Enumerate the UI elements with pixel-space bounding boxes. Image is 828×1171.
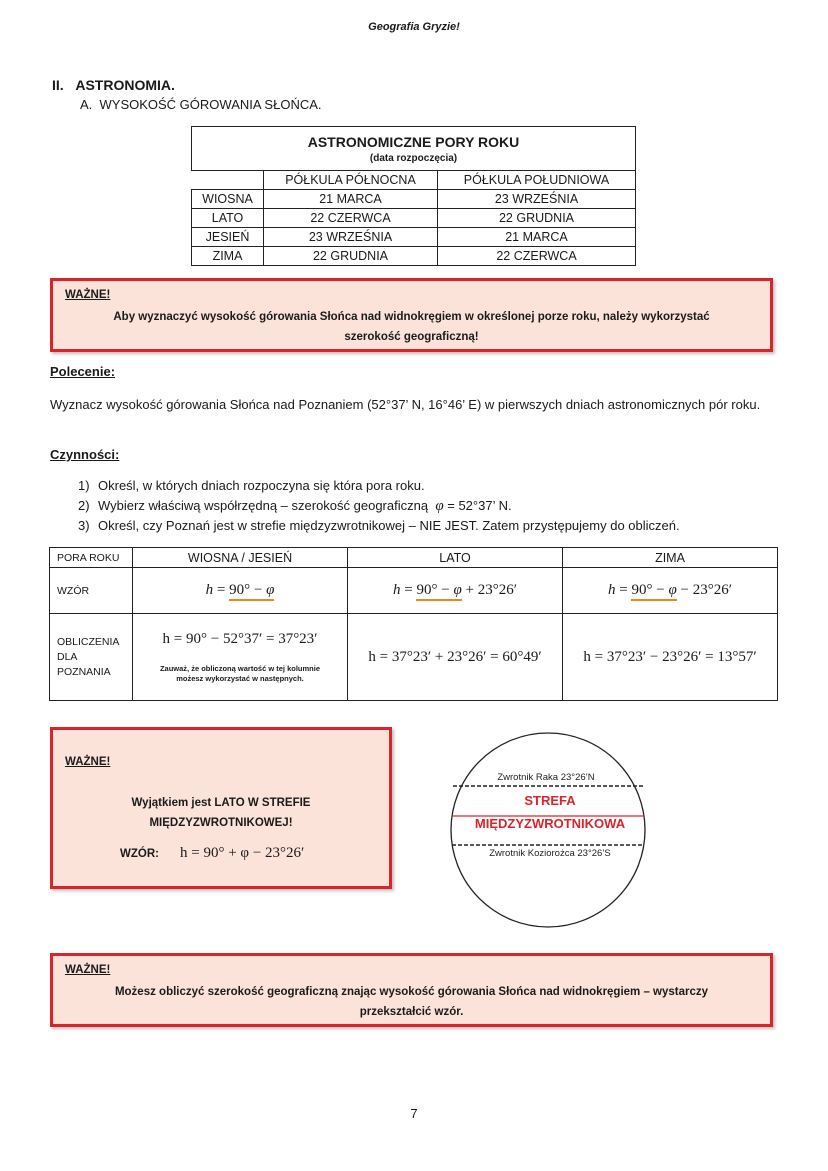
table-cell: 22 CZERWCA bbox=[264, 209, 438, 228]
calculation-table bbox=[49, 547, 778, 701]
step-tail: = 52°37’ N. bbox=[447, 498, 512, 513]
step-text: Określ, czy Poznań jest w strefie międzyzwrotnikowej – NIE JEST. Zatem przystępujemy do obliczeń. bbox=[98, 518, 680, 533]
formula-spring-autumn bbox=[133, 568, 348, 614]
phi-symbol: φ bbox=[435, 498, 444, 514]
task-heading: Polecenie: bbox=[50, 364, 116, 379]
formula-row bbox=[50, 568, 778, 614]
note-line: szerokość geograficzną! bbox=[344, 331, 479, 343]
step-number: 1) bbox=[78, 478, 90, 493]
seasons-table-column-header: PÓŁKULA POŁUDNIOWA bbox=[438, 171, 636, 190]
tropic-north-label: Zwrotnik Raka 23°26’N bbox=[497, 772, 595, 783]
step-text: Wybierz właściwą współrzędną – szerokość geograficzną bbox=[98, 498, 429, 513]
note-line: Aby wyznaczyć wysokość górowania Słońca nad widnokręgiem w określonej porze roku, należy wykorzystać bbox=[113, 311, 710, 323]
seasons-table-caption-row bbox=[192, 127, 636, 171]
formula-winter bbox=[563, 568, 778, 614]
note-line: Wyjątkiem jest LATO W STREFIE bbox=[131, 797, 311, 809]
note-heading: WAŻNE! bbox=[65, 964, 111, 976]
section-title-text: ASTRONOMIA. bbox=[75, 77, 175, 93]
important-note-tropics bbox=[50, 727, 392, 889]
formula-underlined-part: 90° − φ bbox=[416, 582, 461, 601]
note-body bbox=[63, 307, 760, 347]
calc-table-column-header: WIOSNA / JESIEŃ bbox=[133, 548, 348, 568]
note-formula-label: WZÓR: bbox=[120, 848, 159, 860]
list-item bbox=[78, 516, 680, 536]
formula-summer bbox=[348, 568, 563, 614]
table-cell: 22 GRUDNIA bbox=[438, 209, 636, 228]
table-row bbox=[192, 209, 636, 228]
calculation-result: h = 90° − 52°37′ = 37°23′ bbox=[162, 630, 318, 647]
important-note-latitude bbox=[50, 278, 773, 352]
step-number: 3) bbox=[78, 518, 90, 533]
table-cell: 22 CZERWCA bbox=[438, 247, 636, 266]
list-item bbox=[78, 476, 680, 496]
calculation-hint: Zauważ, że obliczoną wartość w tej kolumnie możesz wykorzystać w następnych. bbox=[159, 663, 321, 683]
calc-table-header-row bbox=[50, 548, 778, 568]
table-cell: JESIEŃ bbox=[192, 228, 264, 247]
calculation-row bbox=[50, 614, 778, 701]
steps-heading: Czynności: bbox=[50, 447, 120, 462]
table-cell: WIOSNA bbox=[192, 190, 264, 209]
seasons-table-column-header: PÓŁKULA PÓŁNOCNA bbox=[264, 171, 438, 190]
calculation-result: h = 37°23′ + 23°26′ = 60°49′ bbox=[368, 648, 542, 665]
note-heading: WAŻNE! bbox=[65, 289, 111, 301]
table-cell: 23 WRZEŚNIA bbox=[438, 190, 636, 209]
list-item bbox=[78, 496, 680, 516]
calculation-spring-autumn bbox=[133, 614, 348, 701]
calculation-label: OBLICZENIA DLA POZNANIA bbox=[50, 614, 133, 701]
note-body bbox=[63, 793, 379, 833]
calculation-winter bbox=[563, 614, 778, 701]
table-cell: 21 MARCA bbox=[264, 190, 438, 209]
tropical-zone-diagram bbox=[448, 730, 648, 930]
table-cell: ZIMA bbox=[192, 247, 264, 266]
step-text: Określ, w których dniach rozpoczyna się która pora roku. bbox=[98, 478, 425, 493]
subsection-title: A. WYSOKOŚĆ GÓROWANIA SŁOŃCA. bbox=[80, 97, 322, 112]
note-formula: h = 90° + φ − 23°26′ bbox=[180, 845, 305, 861]
calculation-result: h = 37°23′ − 23°26′ = 13°57′ bbox=[583, 648, 757, 665]
table-row bbox=[192, 247, 636, 266]
zone-label-line2: MIĘDZYZWROTNIKOWA bbox=[474, 816, 626, 831]
seasons-table-caption bbox=[192, 127, 636, 171]
section-number: II. bbox=[52, 77, 64, 93]
tropic-south-label: Zwrotnik Koziorożca 23°26’S bbox=[489, 848, 611, 859]
formula-math: h = 90° − φ + 23°26′ bbox=[393, 582, 517, 601]
note-line: przekształcić wzór. bbox=[359, 1006, 464, 1018]
seasons-table-subtitle: (data rozpoczęcia) bbox=[369, 153, 458, 164]
table-cell: 22 GRUDNIA bbox=[264, 247, 438, 266]
table-row bbox=[192, 228, 636, 247]
table-row bbox=[192, 190, 636, 209]
note-body bbox=[63, 982, 760, 1022]
step-number: 2) bbox=[78, 498, 90, 513]
seasons-table bbox=[191, 126, 636, 266]
note-heading: WAŻNE! bbox=[65, 756, 111, 768]
section-title bbox=[52, 77, 175, 93]
formula-label: WZÓR bbox=[50, 568, 133, 614]
zone-label-line1: STREFA bbox=[524, 793, 576, 808]
formula-underlined-part: 90° − φ bbox=[229, 582, 274, 601]
important-note-inverse bbox=[50, 953, 773, 1027]
formula-math: h = 90° − φ − 23°26′ bbox=[608, 582, 732, 601]
seasons-table-empty-cell bbox=[192, 171, 264, 190]
page-number: 7 bbox=[410, 1106, 418, 1121]
seasons-table-header-row bbox=[192, 171, 636, 190]
calc-table-corner: PORA ROKU bbox=[50, 548, 133, 568]
tropical-zone-svg bbox=[448, 730, 648, 930]
calc-table-column-header: LATO bbox=[348, 548, 563, 568]
steps-list bbox=[78, 476, 680, 536]
task-text: Wyznacz wysokość górowania Słońca nad Poznaniem (52°37’ N, 16°46’ E) w pierwszych dniach astronomicznych pór roku. bbox=[50, 397, 761, 412]
calc-table-column-header: ZIMA bbox=[563, 548, 778, 568]
table-cell: 21 MARCA bbox=[438, 228, 636, 247]
note-line: Możesz obliczyć szerokość geograficzną znając wysokość górowania Słońca nad widnokręgiem – wystarczy bbox=[114, 986, 709, 998]
seasons-table-title: ASTRONOMICZNE PORY ROKU bbox=[307, 134, 520, 150]
formula-math: h = 90° − φ bbox=[206, 582, 275, 601]
table-cell: LATO bbox=[192, 209, 264, 228]
note-line: MIĘDZYZWROTNIKOWEJ! bbox=[149, 817, 293, 829]
table-cell: 23 WRZEŚNIA bbox=[264, 228, 438, 247]
formula-underlined-part: 90° − φ bbox=[631, 582, 676, 601]
document-header: Geografia Gryzie! bbox=[368, 21, 460, 33]
calculation-summer bbox=[348, 614, 563, 701]
